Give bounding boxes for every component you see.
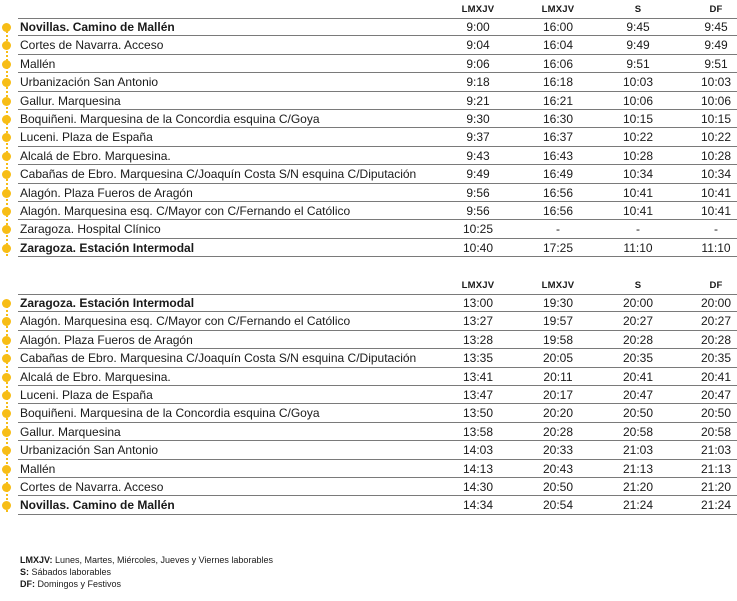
departure-time: 13:35: [462, 351, 494, 366]
table-row: [0, 220, 737, 238]
departure-time: 21:20: [700, 479, 732, 494]
departure-time: 16:49: [542, 167, 574, 182]
departure-time: 20:58: [700, 424, 732, 439]
stop-dot-icon: [2, 336, 11, 345]
stop-dot-icon: [2, 501, 11, 510]
departure-time: 16:30: [542, 111, 574, 126]
departure-time: 10:34: [700, 167, 732, 182]
departure-time: 9:30: [466, 111, 490, 126]
departure-time: 10:06: [700, 93, 732, 108]
outbound-header-row: [0, 2, 737, 18]
table-row: [0, 496, 737, 514]
departure-time: 10:22: [700, 130, 732, 145]
departure-time: 10:41: [622, 185, 654, 200]
stop-dot-icon: [2, 133, 11, 142]
departure-time: 10:28: [622, 148, 654, 163]
departure-time: 16:06: [542, 56, 574, 71]
stop-dot-icon: [2, 225, 11, 234]
departure-time: 16:21: [542, 93, 574, 108]
legend: [20, 554, 273, 590]
stop-name: Alagón. Plaza Fueros de Aragón: [20, 332, 193, 347]
departure-time: 10:41: [700, 185, 732, 200]
legend-item: [20, 554, 273, 566]
legend-code: S:: [20, 567, 29, 577]
legend-text: Sábados laborables: [29, 567, 112, 577]
departure-time: 13:00: [462, 296, 494, 310]
departure-time: 16:00: [542, 20, 574, 34]
departure-time: 9:56: [466, 185, 490, 200]
departure-time: 20:58: [622, 424, 654, 439]
departure-time: 10:15: [622, 111, 654, 126]
table-row: [0, 165, 737, 183]
departure-time: 13:47: [462, 387, 494, 402]
departure-time: 9:37: [466, 130, 490, 145]
stop-dot-icon: [2, 446, 11, 455]
departure-time: 20:54: [542, 498, 574, 513]
stop-dot-icon: [2, 115, 11, 124]
departure-time: 20:00: [700, 296, 732, 310]
departure-time: 19:57: [542, 314, 574, 329]
table-row: [0, 202, 737, 220]
departure-time: 9:49: [704, 38, 728, 53]
stop-name: Zaragoza. Estación Intermodal: [20, 240, 195, 255]
departure-time: 16:18: [542, 75, 574, 90]
departure-time: 10:41: [700, 203, 732, 218]
departure-time: 10:25: [462, 222, 494, 237]
table-row: [0, 55, 737, 73]
stop-name: Boquiñeni. Marquesina de la Concordia esquina C/Goya: [20, 111, 320, 126]
stop-name: Cortes de Navarra. Acceso: [20, 38, 164, 53]
departure-time: 16:43: [542, 148, 574, 163]
departure-time: 20:47: [622, 387, 654, 402]
departure-time: 20:27: [622, 314, 654, 329]
stop-name: Cortes de Navarra. Acceso: [20, 479, 164, 494]
departure-time: 19:58: [542, 332, 574, 347]
column-header: LMXJV: [461, 4, 495, 15]
departure-time: 16:56: [542, 185, 574, 200]
legend-code: LMXJV:: [20, 555, 53, 565]
departure-time: 9:51: [704, 56, 728, 71]
stop-name: Alcalá de Ebro. Marquesina.: [20, 148, 171, 163]
column-header: LMXJV: [461, 280, 495, 291]
departure-time: 20:41: [700, 369, 732, 384]
table-row: [0, 128, 737, 146]
stop-name: Gallur. Marquesina: [20, 93, 121, 108]
departure-time: 20:50: [622, 406, 654, 421]
departure-time: -: [714, 222, 718, 237]
stop-name: Alcalá de Ebro. Marquesina.: [20, 369, 171, 384]
departure-time: 20:50: [700, 406, 732, 421]
inbound-timetable: [0, 278, 737, 515]
stop-name: Alagón. Plaza Fueros de Aragón: [20, 185, 193, 200]
table-row: [0, 110, 737, 128]
stop-name: Gallur. Marquesina: [20, 424, 121, 439]
departure-time: 20:50: [542, 479, 574, 494]
departure-time: 9:56: [466, 203, 490, 218]
departure-time: 14:03: [462, 443, 494, 458]
column-header: LMXJV: [541, 4, 575, 15]
stop-dot-icon: [2, 299, 11, 308]
stop-name: Novillas. Camino de Mallén: [20, 20, 175, 34]
departure-time: 10:34: [622, 167, 654, 182]
legend-code: DF:: [20, 579, 35, 589]
departure-time: 20:28: [542, 424, 574, 439]
departure-time: 9:04: [466, 38, 490, 53]
table-row: [0, 294, 737, 312]
departure-time: 16:04: [542, 38, 574, 53]
stop-dot-icon: [2, 170, 11, 179]
table-row: [0, 147, 737, 165]
stop-dot-icon: [2, 152, 11, 161]
stop-dot-icon: [2, 483, 11, 492]
legend-item: [20, 566, 273, 578]
stop-dot-icon: [2, 391, 11, 400]
departure-time: 20:00: [622, 296, 654, 310]
table-row: [0, 184, 737, 202]
table-row: [0, 18, 737, 36]
stop-dot-icon: [2, 41, 11, 50]
stop-dot-icon: [2, 373, 11, 382]
departure-time: 10:03: [622, 75, 654, 90]
departure-time: 20:35: [622, 351, 654, 366]
inbound-header-row: [0, 278, 737, 294]
departure-time: 14:34: [462, 498, 494, 513]
table-row: [0, 312, 737, 330]
departure-time: 20:33: [542, 443, 574, 458]
departure-time: 9:49: [466, 167, 490, 182]
departure-time: 13:41: [462, 369, 494, 384]
departure-time: 21:13: [622, 461, 654, 476]
stop-name: Luceni. Plaza de España: [20, 387, 153, 402]
stop-dot-icon: [2, 97, 11, 106]
departure-time: 17:25: [542, 240, 574, 255]
stop-dot-icon: [2, 78, 11, 87]
departure-time: 9:06: [466, 56, 490, 71]
stop-name: Novillas. Camino de Mallén: [20, 498, 175, 513]
departure-time: 9:43: [466, 148, 490, 163]
table-row: [0, 239, 737, 257]
stop-name: Zaragoza. Estación Intermodal: [20, 296, 195, 310]
legend-text: Lunes, Martes, Miércoles, Jueves y Viernes laborables: [52, 555, 273, 565]
departure-time: 20:43: [542, 461, 574, 476]
table-row: [0, 423, 737, 441]
table-row: [0, 478, 737, 496]
stop-name: Boquiñeni. Marquesina de la Concordia esquina C/Goya: [20, 406, 320, 421]
stop-dot-icon: [2, 428, 11, 437]
column-header: S: [634, 280, 642, 291]
stop-name: Alagón. Marquesina esq. C/Mayor con C/Fernando el Católico: [20, 314, 351, 329]
departure-time: 20:28: [700, 332, 732, 347]
departure-time: 20:47: [700, 387, 732, 402]
stop-name: Urbanización San Antonio: [20, 75, 159, 90]
departure-time: 14:13: [462, 461, 494, 476]
departure-time: 21:24: [622, 498, 654, 513]
table-row: [0, 92, 737, 110]
stop-name: Mallén: [20, 56, 56, 71]
departure-time: 21:24: [700, 498, 732, 513]
table-row: [0, 404, 737, 422]
stop-dot-icon: [2, 23, 11, 32]
departure-time: -: [556, 222, 560, 237]
column-header: DF: [709, 4, 723, 15]
departure-time: -: [636, 222, 640, 237]
stop-dot-icon: [2, 317, 11, 326]
departure-time: 13:50: [462, 406, 494, 421]
departure-time: 10:15: [700, 111, 732, 126]
legend-text: Domingos y Festivos: [35, 579, 122, 589]
departure-time: 20:27: [700, 314, 732, 329]
table-row: [0, 349, 737, 367]
table-row: [0, 441, 737, 459]
departure-time: 10:22: [622, 130, 654, 145]
stop-dot-icon: [2, 354, 11, 363]
departure-time: 11:10: [623, 240, 653, 255]
stop-name: Zaragoza. Hospital Clínico: [20, 222, 161, 237]
table-row: [0, 73, 737, 91]
departure-time: 10:40: [462, 240, 494, 255]
departure-time: 9:21: [466, 93, 490, 108]
outbound-timetable: [0, 2, 737, 257]
table-row: [0, 386, 737, 404]
table-row: [0, 460, 737, 478]
departure-time: 20:05: [542, 351, 574, 366]
stop-dot-icon: [2, 409, 11, 418]
departure-time: 21:03: [622, 443, 654, 458]
departure-time: 10:06: [622, 93, 654, 108]
table-row: [0, 36, 737, 54]
departure-time: 10:28: [700, 148, 732, 163]
departure-time: 16:37: [542, 130, 574, 145]
departure-time: 11:10: [701, 240, 731, 255]
stop-dot-icon: [2, 244, 11, 253]
departure-time: 19:30: [542, 296, 574, 310]
stop-dot-icon: [2, 60, 11, 69]
stop-dot-icon: [2, 207, 11, 216]
departure-time: 16:56: [542, 203, 574, 218]
departure-time: 13:58: [462, 424, 494, 439]
departure-time: 20:11: [543, 369, 573, 384]
departure-time: 9:18: [466, 75, 490, 90]
column-header: S: [634, 4, 642, 15]
departure-time: 10:41: [622, 203, 654, 218]
departure-time: 20:20: [542, 406, 574, 421]
departure-time: 13:27: [462, 314, 494, 329]
departure-time: 9:45: [626, 20, 650, 34]
departure-time: 21:13: [700, 461, 732, 476]
departure-time: 20:35: [700, 351, 732, 366]
legend-item: [20, 578, 273, 590]
departure-time: 20:28: [622, 332, 654, 347]
departure-time: 10:03: [700, 75, 732, 90]
table-row: [0, 368, 737, 386]
stop-name: Cabañas de Ebro. Marquesina C/Joaquín Costa S/N esquina C/Diputación: [20, 167, 417, 182]
departure-time: 14:30: [462, 479, 494, 494]
departure-time: 21:03: [700, 443, 732, 458]
stop-name: Alagón. Marquesina esq. C/Mayor con C/Fernando el Católico: [20, 203, 351, 218]
stop-name: Mallén: [20, 461, 56, 476]
departure-time: 9:00: [466, 20, 490, 34]
stop-name: Cabañas de Ebro. Marquesina C/Joaquín Costa S/N esquina C/Diputación: [20, 351, 417, 366]
stop-name: Urbanización San Antonio: [20, 443, 159, 458]
stop-name: Luceni. Plaza de España: [20, 130, 153, 145]
table-row: [0, 331, 737, 349]
stop-dot-icon: [2, 189, 11, 198]
departure-time: 13:28: [462, 332, 494, 347]
departure-time: 20:17: [542, 387, 574, 402]
column-header: DF: [709, 280, 723, 291]
departure-time: 9:51: [626, 56, 650, 71]
departure-time: 20:41: [622, 369, 654, 384]
stop-dot-icon: [2, 465, 11, 474]
departure-time: 9:49: [626, 38, 650, 53]
column-header: LMXJV: [541, 280, 575, 291]
departure-time: 9:45: [704, 20, 728, 34]
departure-time: 21:20: [622, 479, 654, 494]
